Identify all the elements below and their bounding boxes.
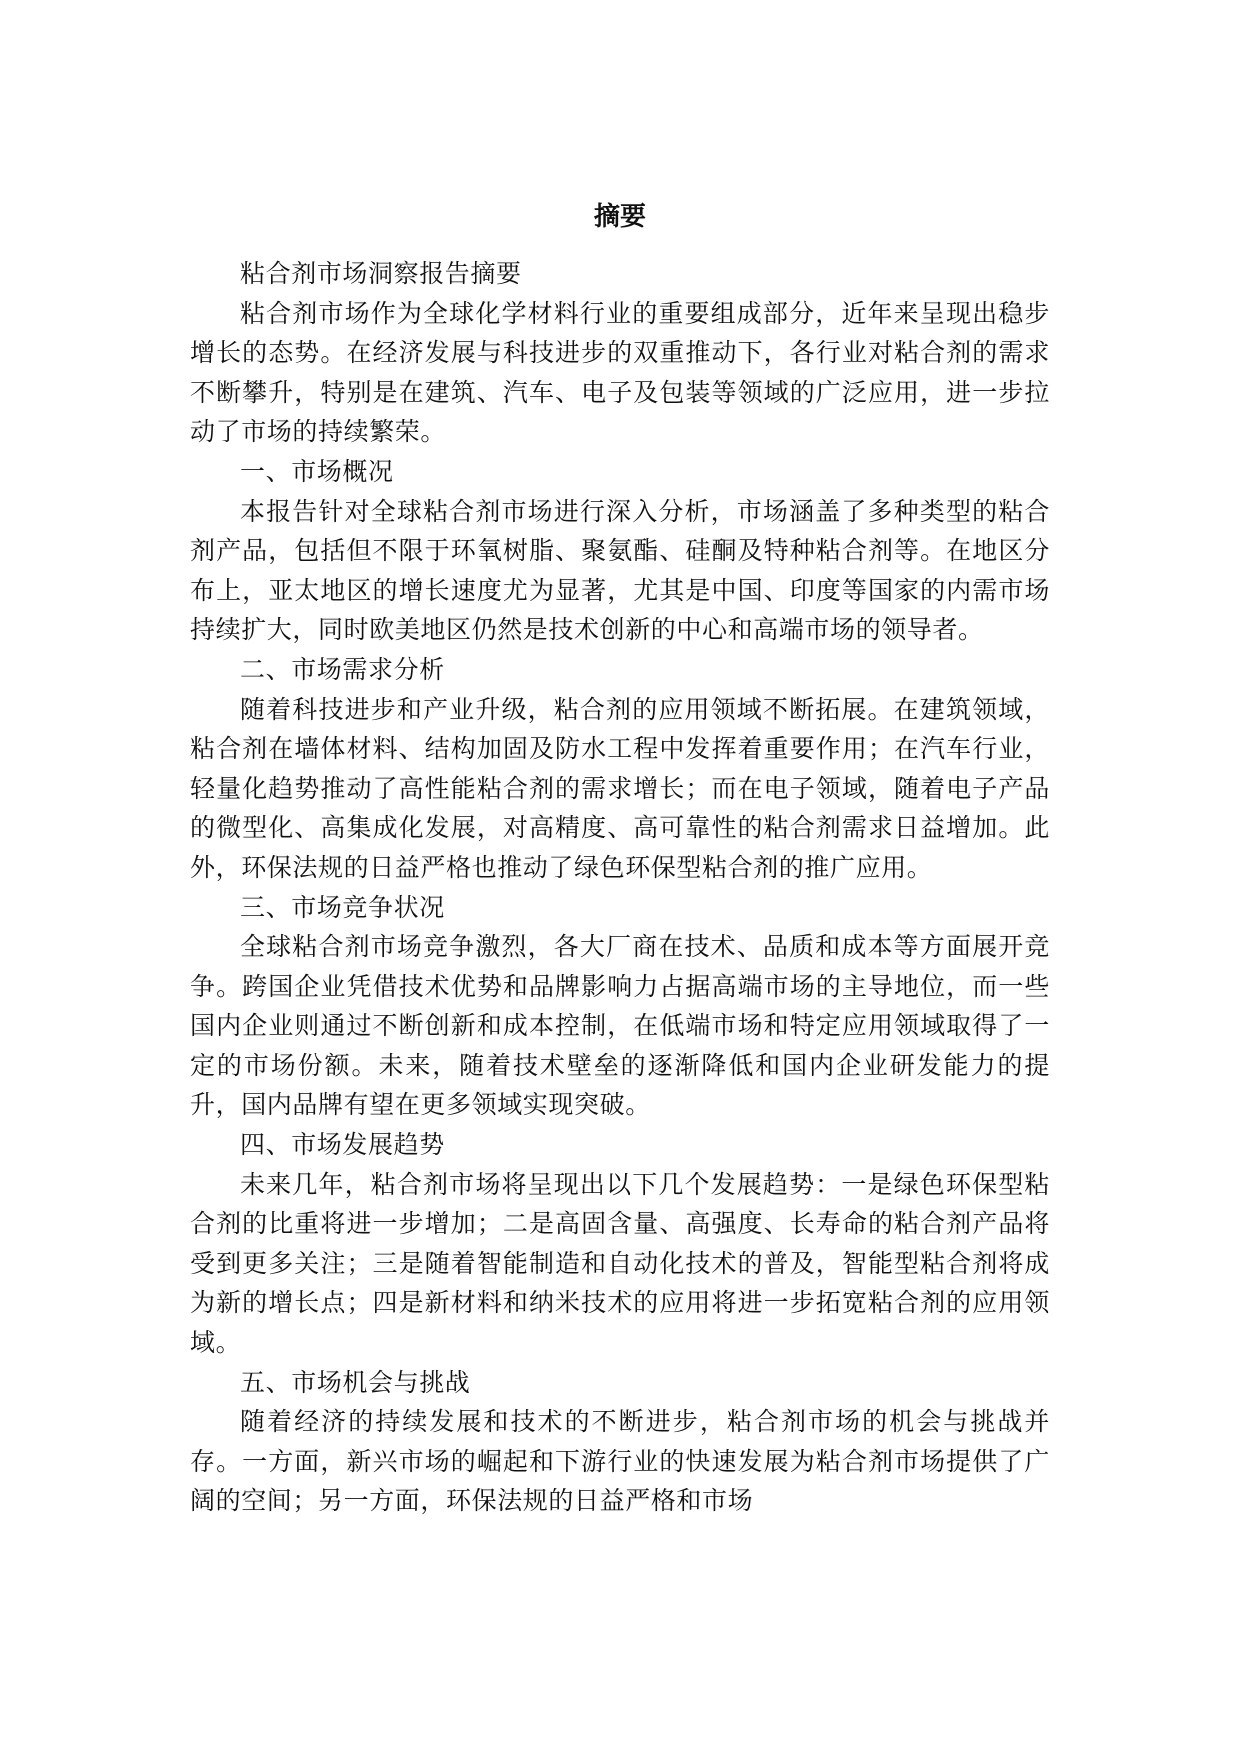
- section-heading-demand: 二、市场需求分析: [240, 654, 445, 684]
- section-heading-overview: 一、市场概况: [240, 456, 394, 486]
- page-title: 摘要: [593, 202, 646, 232]
- report-subtitle: 粘合剂市场洞察报告摘要: [240, 259, 522, 288]
- section-heading-trends: 四、市场发展趋势: [240, 1130, 445, 1160]
- trends-paragraph: 未来几年，粘合剂市场将呈现出以下几个发展趋势：一是绿色环保型粘合剂的比重将进一步增加；二是高固含量、高强度、长寿命的粘合剂产品将受到更多关注；三是随着智能制造和自动化技术的普及，智能型粘合剂将成为新的增长点；四是新材料和纳米技术的应用将进一步拓宽粘合剂的应用领域。: [190, 1169, 1050, 1358]
- demand-paragraph: 随着科技进步和产业升级，粘合剂的应用领域不断拓展。在建筑领域，粘合剂在墙体材料、结构加固及防水工程中发挥着重要作用；在汽车行业，轻量化趋势推动了高性能粘合剂的需求增长；而在电子领域，随着电子产品的微型化、高集成化发展，对高精度、高可靠性的粘合剂需求日益增加。此外，环保法规的日益严格也推动了绿色环保型粘合剂的推广应用。: [190, 694, 1050, 882]
- overview-paragraph: 本报告针对全球粘合剂市场进行深入分析，市场涵盖了多种类型的粘合剂产品，包括但不限于环氧树脂、聚氨酯、硅酮及特种粘合剂等。在地区分布上，亚太地区的增长速度尤为显著，尤其是中国、印度等国家的内需市场持续扩大，同时欧美地区仍然是技术创新的中心和高端市场的领导者。: [190, 496, 1050, 645]
- opportunities-paragraph: 随着经济的持续发展和技术的不断进步，粘合剂市场的机会与挑战并存。一方面，新兴市场的崛起和下游行业的快速发展为粘合剂市场提供了广阔的空间；另一方面，环保法规的日益严格和市场: [190, 1407, 1050, 1516]
- section-heading-competition: 三、市场竞争状况: [240, 892, 445, 922]
- section-heading-opportunities: 五、市场机会与挑战: [240, 1367, 471, 1397]
- intro-paragraph: 粘合剂市场作为全球化学材料行业的重要组成部分，近年来呈现出稳步增长的态势。在经济发展与科技进步的双重推动下，各行业对粘合剂的需求不断攀升，特别是在建筑、汽车、电子及包装等领域的广泛应用，进一步拉动了市场的持续繁荣。: [190, 298, 1050, 447]
- competition-paragraph: 全球粘合剂市场竞争激烈，各大厂商在技术、品质和成本等方面展开竞争。跨国企业凭借技术优势和品牌影响力占据高端市场的主导地位，而一些国内企业则通过不断创新和成本控制，在低端市场和特定应用领域取得了一定的市场份额。未来，随着技术壁垒的逐渐降低和国内企业研发能力的提升，国内品牌有望在更多领域实现突破。: [190, 932, 1050, 1120]
- document-body: [190, 254, 1050, 1521]
